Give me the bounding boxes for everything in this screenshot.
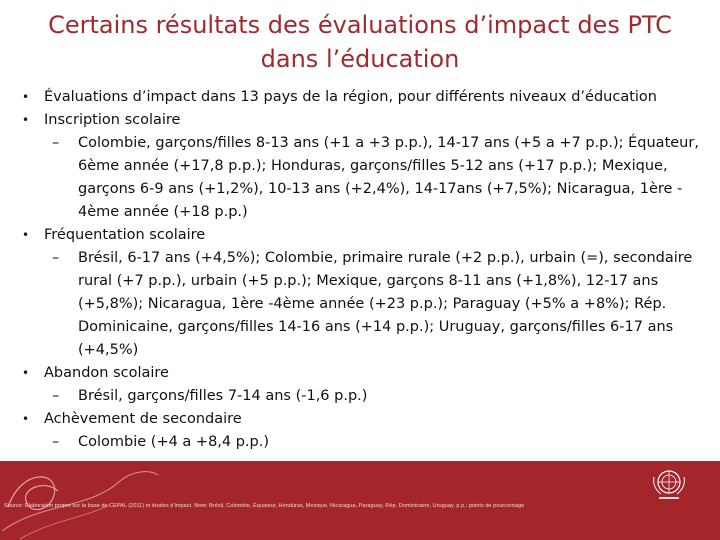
bullet-item: [22, 224, 712, 247]
bullet-item: [22, 408, 712, 431]
sub-bullet-text: Brésil, 6-17 ans (+4,5%); Colombie, primaire rurale (+2 p.p.), urbain (=), secondaire rural (+7 p.p.), urbain (+5 p.p.); Mexique, garçons 8-11 ans (+1,8%), 12-17 ans (+5,8%); Nicaragua, 1ère -4ème année (+23 p.p.); Paraguay (+5% a +8%); Rép. Dominicaine, garçons/filles 14-16 ans (+14 p.p.); Uruguay, garçons/filles 6-17 ans (+4,5%): [78, 250, 693, 358]
footer-source-note: Source: Élaboration propre sur la base de CEPAL (2011) et études d’impact. Note: Brésil, Colombie, Équateur, Honduras, Mexique, Nicaragua, Paraguay, Rép. Dominicaine, Uruguay. p.p.: points de pourcentage: [4, 503, 525, 509]
bullet-text: Abandon scolaire: [44, 365, 169, 381]
dash-glyph: –: [52, 434, 60, 450]
bullet-glyph: •: [22, 366, 30, 380]
sub-bullet-text: Colombie, garçons/filles 8-13 ans (+1 a +3 p.p.), 14-17 ans (+5 a +7 p.p.); Équateur, 6ème année (+17,8 p.p.); Honduras, garçons/filles 5-12 ans (+17 p.p.); Mexique, garçons 6-9 ans (+1,2%), 10-13 ans (+2,4%), 14-17ans (+7,5%); Nicaragua, 1ère - 4ème année (+18 p.p.): [78, 135, 699, 220]
sub-bullet-item: [22, 385, 712, 408]
footer-band: [0, 461, 720, 540]
sub-bullet-item: [22, 431, 712, 454]
sub-bullet-item: [22, 247, 712, 362]
bullet-glyph: •: [22, 412, 30, 426]
bullet-item: [22, 362, 712, 385]
bullet-text: Inscription scolaire: [44, 112, 181, 128]
bullet-glyph: •: [22, 113, 30, 127]
slide-title-line-2: dans l’éducation: [260, 45, 460, 73]
dash-glyph: –: [52, 250, 60, 266]
bullet-glyph: •: [22, 90, 30, 104]
dash-glyph: –: [52, 135, 60, 151]
slide-title-line-1: Certains résultats des évaluations d’impact des PTC: [48, 11, 672, 39]
bullet-text: Achèvement de secondaire: [44, 411, 242, 427]
sub-bullet-text: Colombie (+4 a +8,4 p.p.): [78, 434, 270, 450]
bullet-glyph: •: [22, 228, 30, 242]
sub-bullet-text: Brésil, garçons/filles 7-14 ans (-1,6 p.p.): [78, 388, 368, 404]
bullet-text: Évaluations d’impact dans 13 pays de la région, pour différents niveaux d’éducation: [44, 89, 657, 105]
slide-title: [20, 8, 700, 76]
un-emblem-icon: [647, 467, 691, 501]
bullet-text: Fréquentation scolaire: [44, 227, 206, 243]
bullet-list: [22, 86, 712, 454]
bullet-item: [22, 86, 712, 109]
dash-glyph: –: [52, 388, 60, 404]
bullet-item: [22, 109, 712, 132]
sub-bullet-item: [22, 132, 712, 224]
